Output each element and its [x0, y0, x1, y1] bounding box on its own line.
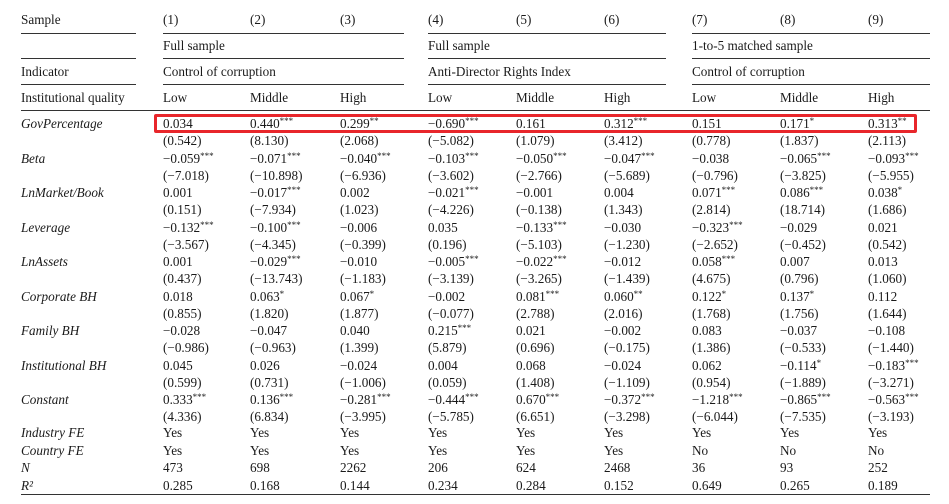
coefficient-cell: −0.071*** [250, 151, 301, 166]
column-number: (5) [516, 12, 532, 27]
coefficient-cell: −0.047*** [604, 151, 655, 166]
t-stat-cell: (1.386) [692, 340, 731, 355]
t-stat-cell: (−0.399) [340, 237, 386, 252]
t-stat-cell: (0.796) [780, 271, 819, 286]
footer-label: R² [21, 477, 34, 493]
coefficient-cell: −0.444*** [428, 392, 479, 407]
coefficient-cell: −0.002 [604, 323, 642, 338]
rule-group-3b [692, 58, 930, 59]
variable-label: Institutional BH [21, 358, 107, 373]
coefficient-cell: 0.215*** [428, 323, 472, 338]
t-stat-cell: (−5.785) [428, 409, 474, 424]
coefficient-cell: −0.133*** [516, 220, 567, 235]
coefficient-cell: −0.024 [340, 358, 378, 373]
footer-cell: 2262 [340, 460, 367, 475]
t-stat-cell: (0.954) [692, 375, 731, 390]
quality-level: Middle [250, 90, 289, 105]
footer-cell: 206 [428, 460, 448, 475]
footer-cell: Yes [340, 425, 360, 440]
coefficient-cell: 0.071*** [692, 185, 736, 200]
t-stat-cell: (−7.934) [250, 202, 296, 217]
column-number: (1) [163, 12, 179, 27]
coefficient-cell: 0.001 [163, 254, 193, 269]
t-stat-cell: (−4.226) [428, 202, 474, 217]
footer-cell: Yes [163, 425, 183, 440]
sample-group-label: 1-to-5 matched sample [692, 38, 813, 53]
t-stat-cell: (−1.183) [340, 271, 386, 286]
coefficient-cell: 0.021 [516, 323, 546, 338]
t-stat-cell: (−1.109) [604, 375, 650, 390]
coefficient-cell: −0.029 [780, 220, 818, 235]
t-stat-cell: (−6.044) [692, 409, 738, 424]
t-stat-cell: (−0.138) [516, 202, 562, 217]
rule-header-bottom [21, 110, 930, 111]
footer-cell: Yes [516, 425, 536, 440]
rule-group-3c [692, 84, 930, 85]
coefficient-cell: −0.029*** [250, 254, 301, 269]
rule-group-2 [428, 33, 666, 34]
coefficient-cell: −0.022*** [516, 254, 567, 269]
quality-level: High [868, 90, 895, 105]
t-stat-cell: (2.016) [604, 306, 643, 321]
column-number: (6) [604, 12, 620, 27]
coefficient-cell: −0.028 [163, 323, 201, 338]
footer-cell: 0.285 [163, 477, 193, 493]
coefficient-cell: 0.062 [692, 358, 722, 373]
sample-group-label: Full sample [428, 38, 490, 53]
coefficient-cell: −0.037 [780, 323, 818, 338]
footer-cell: Yes [163, 442, 183, 458]
t-stat-cell: (−0.796) [692, 168, 738, 183]
coefficient-cell: 0.333*** [163, 392, 207, 407]
coefficient-cell: 0.136*** [250, 392, 294, 407]
t-stat-cell: (−6.936) [340, 168, 386, 183]
footer-cell: 0.284 [516, 477, 546, 493]
t-stat-cell: (1.768) [692, 306, 731, 321]
t-stat-cell: (0.855) [163, 306, 202, 321]
t-stat-cell: (−3.602) [428, 168, 474, 183]
coefficient-cell: 0.068 [516, 358, 546, 373]
footer-cell: 93 [780, 460, 794, 475]
t-stat-cell: (1.060) [868, 271, 907, 286]
t-stat-cell: (0.696) [516, 340, 555, 355]
coefficient-cell: −0.050*** [516, 151, 567, 166]
coefficient-cell: 0.137* [780, 289, 815, 304]
t-stat-cell: (8.130) [250, 133, 289, 148]
coefficient-cell: 0.171* [780, 116, 815, 131]
t-stat-cell: (0.542) [868, 237, 907, 252]
coefficient-cell: −0.047 [250, 323, 288, 338]
t-stat-cell: (1.877) [340, 306, 379, 321]
variable-label: GovPercentage [21, 116, 103, 131]
t-stat-cell: (−5.955) [868, 168, 914, 183]
t-stat-cell: (−3.193) [868, 409, 914, 424]
t-stat-cell: (−3.139) [428, 271, 474, 286]
coefficient-cell: 0.299** [340, 116, 379, 131]
t-stat-cell: (1.343) [604, 202, 643, 217]
footer-cell: Yes [780, 425, 800, 440]
t-stat-cell: (−2.652) [692, 237, 738, 252]
quality-level: High [604, 90, 631, 105]
footer-cell: Yes [340, 442, 360, 458]
column-number: (9) [868, 12, 884, 27]
footer-cell: 0.168 [250, 477, 280, 493]
coefficient-cell: −0.281*** [340, 392, 391, 407]
rule-stub-c [21, 84, 136, 85]
variable-label: LnAssets [21, 254, 68, 269]
rule-group-1c [163, 84, 404, 85]
variable-label: LnMarket/Book [21, 185, 104, 200]
coefficient-cell: 0.670*** [516, 392, 560, 407]
t-stat-cell: (−7.018) [163, 168, 209, 183]
rule-stub [21, 33, 136, 34]
t-stat-cell: (−0.963) [250, 340, 296, 355]
t-stat-cell: (−0.077) [428, 306, 474, 321]
coefficient-cell: 0.122* [692, 289, 727, 304]
t-stat-cell: (−7.535) [780, 409, 826, 424]
t-stat-cell: (18.714) [780, 202, 826, 217]
coefficient-cell: 0.013 [868, 254, 898, 269]
indicator-name: Control of corruption [692, 64, 805, 79]
t-stat-cell: (−1.440) [868, 340, 914, 355]
footer-cell: No [692, 442, 709, 458]
coefficient-cell: 0.067* [340, 289, 375, 304]
coefficient-cell: −0.024 [604, 358, 642, 373]
t-stat-cell: (4.675) [692, 271, 731, 286]
coefficient-cell: −0.093*** [868, 151, 919, 166]
footer-cell: Yes [868, 425, 888, 440]
footer-cell: Yes [428, 442, 448, 458]
t-stat-cell: (−3.995) [340, 409, 386, 424]
rule-group-1b [163, 58, 404, 59]
t-stat-cell: (0.731) [250, 375, 289, 390]
t-stat-cell: (−4.345) [250, 237, 296, 252]
coefficient-cell: −0.100*** [250, 220, 301, 235]
quality-level: Middle [516, 90, 555, 105]
quality-level: High [340, 90, 367, 105]
t-stat-cell: (1.023) [340, 202, 379, 217]
coefficient-cell: 0.081*** [516, 289, 560, 304]
t-stat-cell: (−3.271) [868, 375, 914, 390]
coefficient-cell: −0.865*** [780, 392, 831, 407]
footer-cell: 0.189 [868, 477, 898, 493]
coefficient-cell: −0.065*** [780, 151, 831, 166]
coefficient-cell: 0.060** [604, 289, 643, 304]
t-stat-cell: (2.814) [692, 202, 731, 217]
t-stat-cell: (−5.082) [428, 133, 474, 148]
coefficient-cell: −0.038 [692, 151, 730, 166]
t-stat-cell: (−5.103) [516, 237, 562, 252]
t-stat-cell: (1.408) [516, 375, 555, 390]
t-stat-cell: (1.837) [780, 133, 819, 148]
t-stat-cell: (2.788) [516, 306, 555, 321]
coefficient-cell: −0.040*** [340, 151, 391, 166]
t-stat-cell: (−5.689) [604, 168, 650, 183]
t-stat-cell: (−1.006) [340, 375, 386, 390]
t-stat-cell: (−1.230) [604, 237, 650, 252]
footer-cell: Yes [250, 425, 270, 440]
coefficient-cell: −0.001 [516, 185, 554, 200]
quality-level: Low [428, 90, 453, 105]
coefficient-cell: −0.005*** [428, 254, 479, 269]
stub-header-sample: Sample [21, 12, 61, 27]
coefficient-cell: 0.021 [868, 220, 898, 235]
footer-cell: 252 [868, 460, 888, 475]
footer-cell: 0.649 [692, 477, 722, 493]
footer-cell: 2468 [604, 460, 631, 475]
coefficient-cell: 0.440*** [250, 116, 294, 131]
t-stat-cell: (0.151) [163, 202, 202, 217]
sample-group-label: Full sample [163, 38, 225, 53]
quality-level: Low [692, 90, 717, 105]
t-stat-cell: (4.336) [163, 409, 202, 424]
t-stat-cell: (3.412) [604, 133, 643, 148]
coefficient-cell: 0.026 [250, 358, 280, 373]
footer-cell: Yes [516, 442, 536, 458]
coefficient-cell: 0.034 [163, 116, 193, 131]
t-stat-cell: (−3.298) [604, 409, 650, 424]
t-stat-cell: (2.068) [340, 133, 379, 148]
t-stat-cell: (−3.825) [780, 168, 826, 183]
t-stat-cell: (0.437) [163, 271, 202, 286]
coefficient-cell: 0.045 [163, 358, 193, 373]
coefficient-cell: 0.001 [163, 185, 193, 200]
column-number: (8) [780, 12, 796, 27]
t-stat-cell: (−1.889) [780, 375, 826, 390]
rule-table-bottom [21, 494, 930, 495]
rule-group-1 [163, 33, 404, 34]
coefficient-cell: −0.183*** [868, 358, 919, 373]
institutional-quality-label: Institutional quality [21, 90, 125, 105]
t-stat-cell: (−0.452) [780, 237, 826, 252]
variable-label: Constant [21, 392, 69, 407]
coefficient-cell: −0.059*** [163, 151, 214, 166]
t-stat-cell: (5.879) [428, 340, 467, 355]
coefficient-cell: 0.007 [780, 254, 810, 269]
quality-level: Middle [780, 90, 819, 105]
t-stat-cell: (1.079) [516, 133, 555, 148]
t-stat-cell: (−1.439) [604, 271, 650, 286]
coefficient-cell: −0.132*** [163, 220, 214, 235]
t-stat-cell: (−3.567) [163, 237, 209, 252]
t-stat-cell: (1.686) [868, 202, 907, 217]
t-stat-cell: (0.059) [428, 375, 467, 390]
footer-cell: 0.265 [780, 477, 810, 493]
footer-label: N [21, 460, 30, 475]
t-stat-cell: (−0.986) [163, 340, 209, 355]
t-stat-cell: (6.651) [516, 409, 555, 424]
footer-cell: Yes [604, 442, 624, 458]
t-stat-cell: (−0.175) [604, 340, 650, 355]
coefficient-cell: 0.312*** [604, 116, 648, 131]
coefficient-cell: 0.086*** [780, 185, 824, 200]
coefficient-cell: 0.040 [340, 323, 370, 338]
t-stat-cell: (1.644) [868, 306, 907, 321]
coefficient-cell: −0.021*** [428, 185, 479, 200]
coefficient-cell: −0.103*** [428, 151, 479, 166]
indicator-name: Control of corruption [163, 64, 276, 79]
footer-cell: No [780, 442, 797, 458]
footer-label: Country FE [21, 442, 84, 458]
coefficient-cell: −0.372*** [604, 392, 655, 407]
coefficient-cell: −0.006 [340, 220, 378, 235]
t-stat-cell: (6.834) [250, 409, 289, 424]
rule-stub-b [21, 58, 136, 59]
coefficient-cell: −0.323*** [692, 220, 743, 235]
coefficient-cell: −0.563*** [868, 392, 919, 407]
coefficient-cell: 0.083 [692, 323, 722, 338]
coefficient-cell: −0.030 [604, 220, 642, 235]
coefficient-cell: −0.010 [340, 254, 378, 269]
t-stat-cell: (0.542) [163, 133, 202, 148]
variable-label: Leverage [21, 220, 71, 235]
column-number: (2) [250, 12, 266, 27]
column-number: (3) [340, 12, 356, 27]
indicator-label: Indicator [21, 64, 69, 79]
coefficient-cell: 0.058*** [692, 254, 736, 269]
footer-label: Industry FE [21, 425, 85, 440]
column-number: (7) [692, 12, 708, 27]
t-stat-cell: (0.196) [428, 237, 467, 252]
t-stat-cell: (−0.533) [780, 340, 826, 355]
variable-label: Beta [21, 151, 46, 166]
coefficient-cell: 0.063* [250, 289, 285, 304]
footer-cell: 0.144 [340, 477, 370, 493]
coefficient-cell: 0.313** [868, 116, 907, 131]
rule-group-2b [428, 58, 666, 59]
t-stat-cell: (1.756) [780, 306, 819, 321]
footer-cell: Yes [250, 442, 270, 458]
coefficient-cell: 0.004 [428, 358, 458, 373]
coefficient-cell: −0.690*** [428, 116, 479, 131]
coefficient-cell: −0.012 [604, 254, 642, 269]
coefficient-cell: 0.018 [163, 289, 193, 304]
footer-cell: Yes [692, 425, 712, 440]
indicator-name: Anti-Director Rights Index [428, 64, 571, 79]
coefficient-cell: −0.017*** [250, 185, 301, 200]
coefficient-cell: 0.112 [868, 289, 898, 304]
coefficient-cell: 0.038* [868, 185, 903, 200]
coefficient-cell: −0.114* [780, 358, 822, 373]
t-stat-cell: (2.113) [868, 133, 906, 148]
t-stat-cell: (0.599) [163, 375, 202, 390]
t-stat-cell: (−2.766) [516, 168, 562, 183]
t-stat-cell: (−3.265) [516, 271, 562, 286]
coefficient-cell: 0.002 [340, 185, 370, 200]
footer-cell: 473 [163, 460, 183, 475]
coefficient-cell: 0.161 [516, 116, 546, 131]
coefficient-cell: −0.002 [428, 289, 466, 304]
t-stat-cell: (0.778) [692, 133, 731, 148]
t-stat-cell: (1.820) [250, 306, 289, 321]
t-stat-cell: (1.399) [340, 340, 379, 355]
footer-cell: Yes [604, 425, 624, 440]
footer-cell: 0.152 [604, 477, 634, 493]
coefficient-cell: −0.108 [868, 323, 906, 338]
footer-cell: 698 [250, 460, 270, 475]
rule-group-2c [428, 84, 666, 85]
t-stat-cell: (−13.743) [250, 271, 303, 286]
t-stat-cell: (−10.898) [250, 168, 303, 183]
footer-cell: Yes [428, 425, 448, 440]
coefficient-cell: 0.151 [692, 116, 722, 131]
coefficient-cell: −1.218*** [692, 392, 743, 407]
variable-label: Corporate BH [21, 289, 97, 304]
footer-cell: 624 [516, 460, 536, 475]
coefficient-cell: 0.004 [604, 185, 634, 200]
footer-cell: 36 [692, 460, 706, 475]
column-number: (4) [428, 12, 444, 27]
footer-cell: No [868, 442, 885, 458]
coefficient-cell: 0.035 [428, 220, 458, 235]
footer-cell: 0.234 [428, 477, 458, 493]
quality-level: Low [163, 90, 188, 105]
rule-group-3 [692, 33, 930, 34]
variable-label: Family BH [21, 323, 80, 338]
